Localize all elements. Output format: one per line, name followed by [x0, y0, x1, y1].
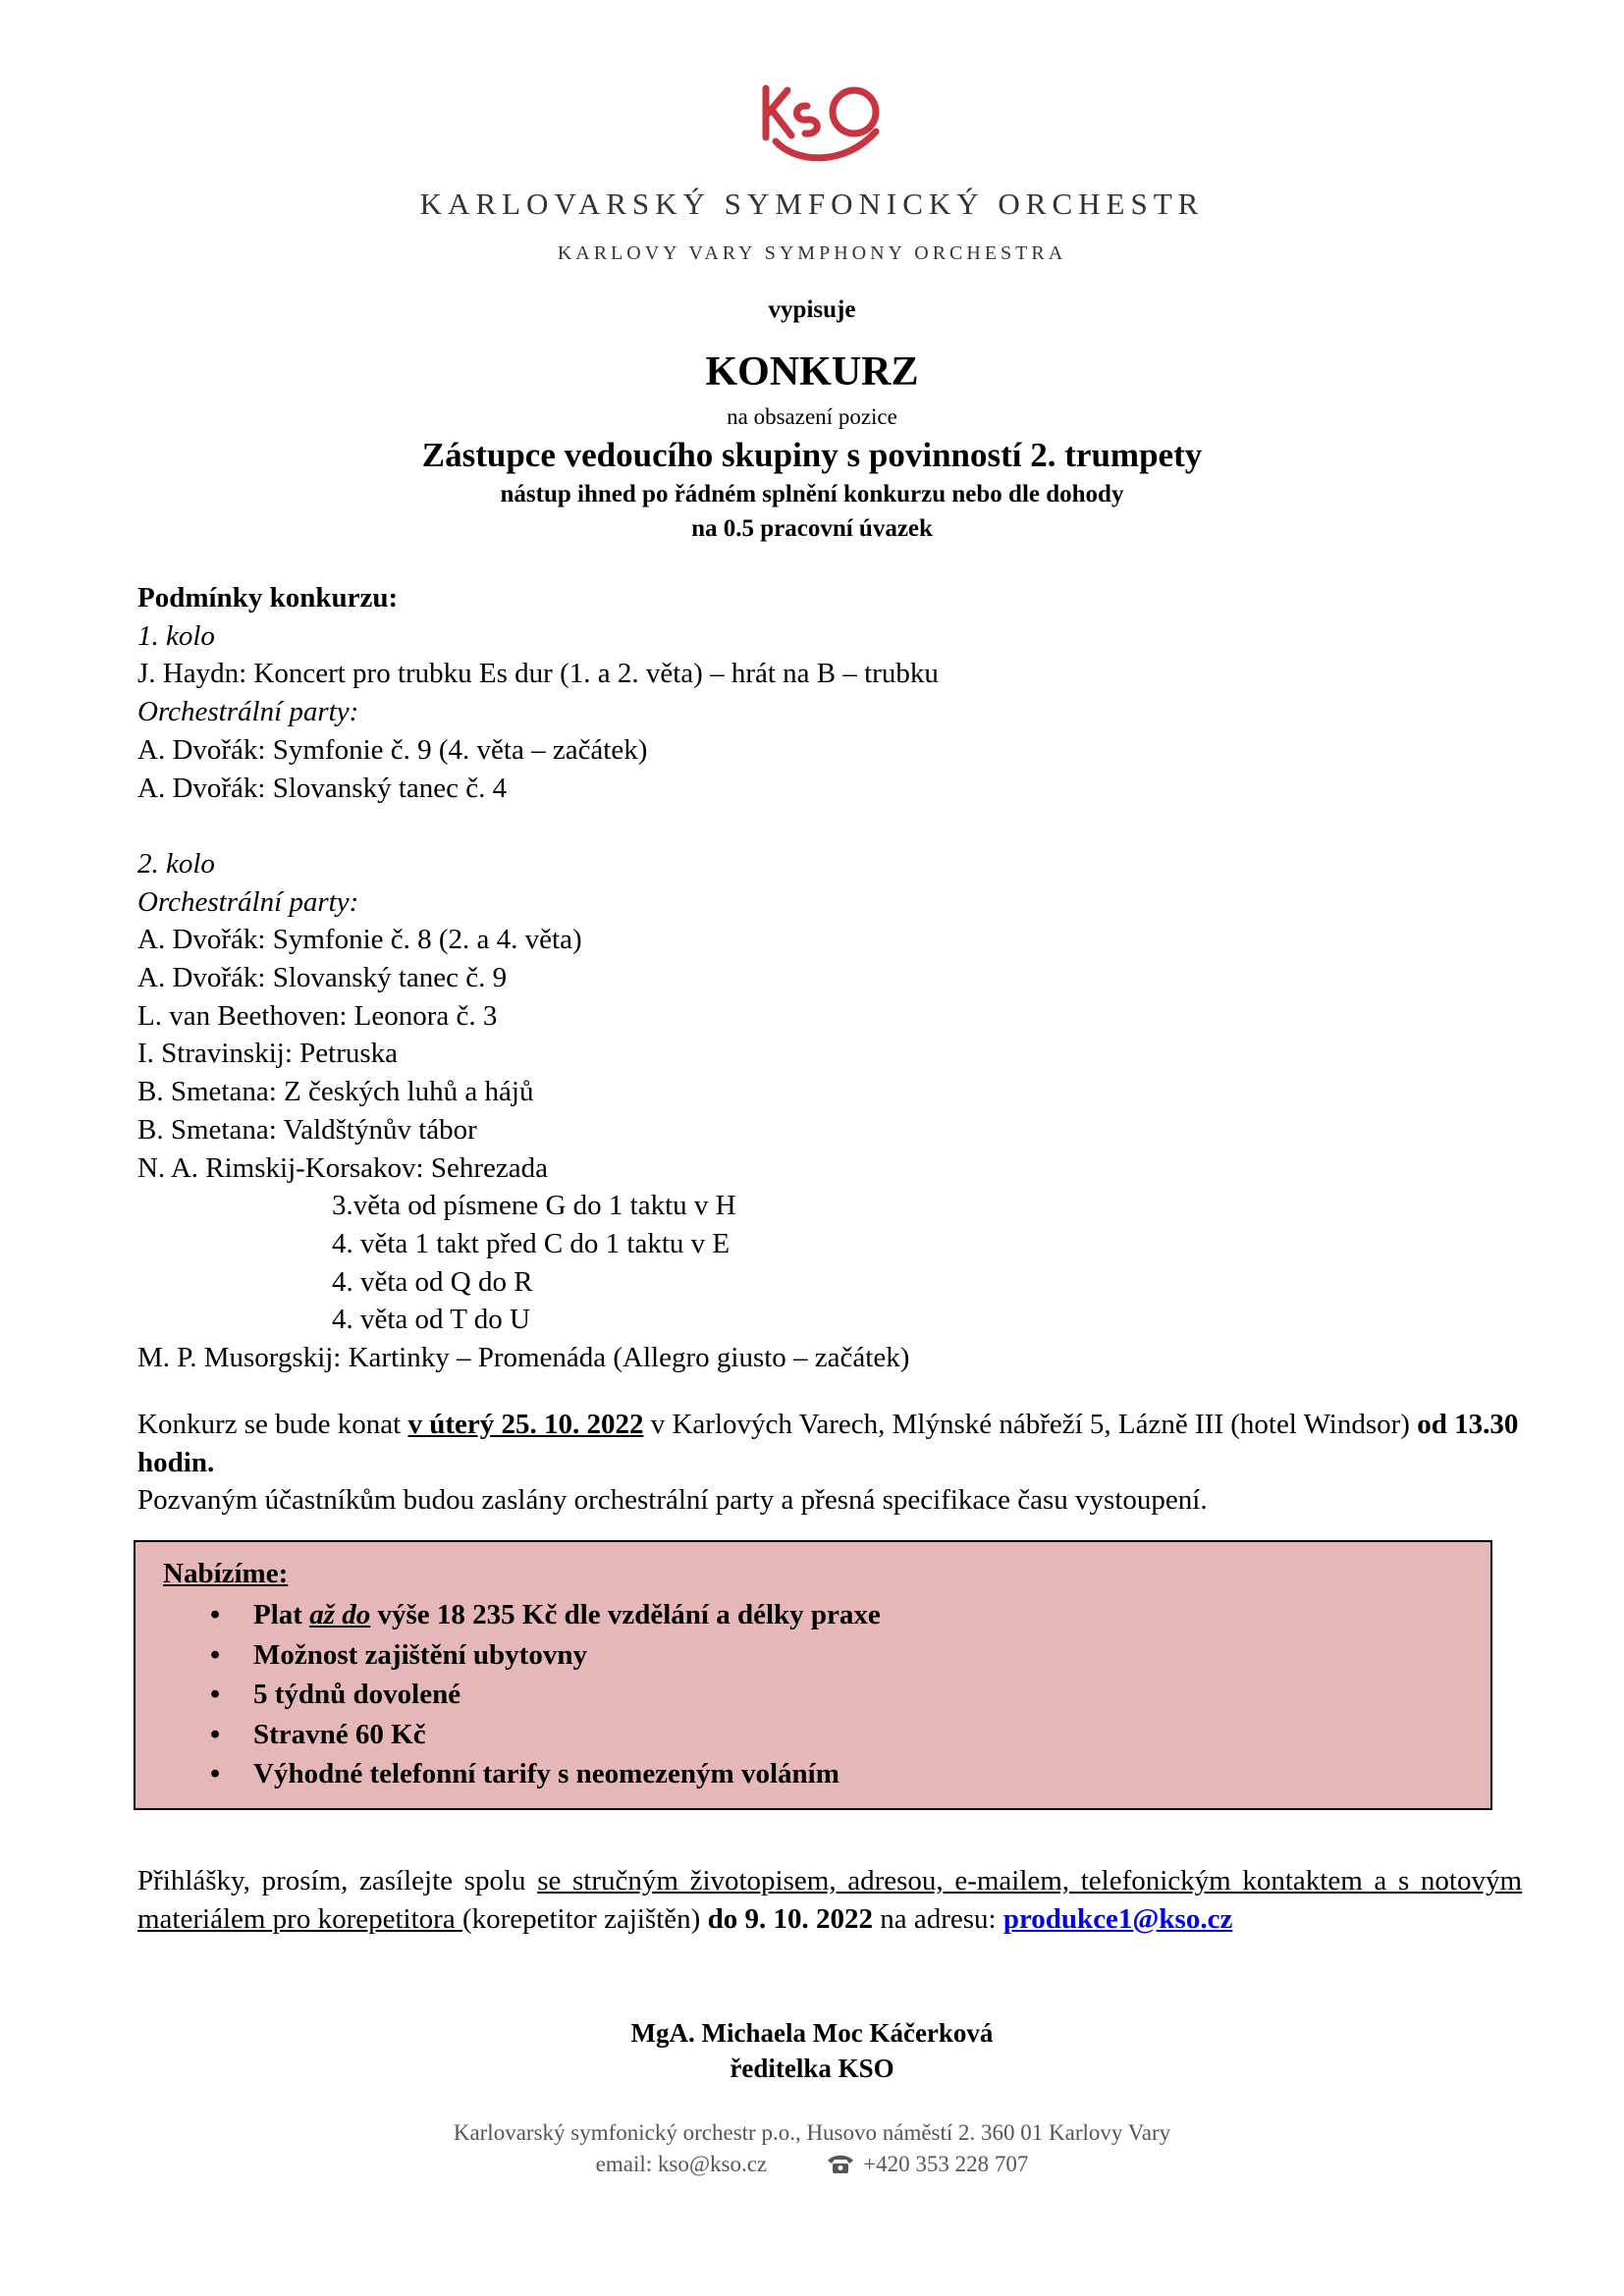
- apply-text: na adresu:: [872, 1902, 1003, 1935]
- position-title: Zástupce vedoucího skupiny s povinností 2. trumpety: [421, 436, 1203, 474]
- kso-logo: [756, 77, 893, 165]
- bullet-icon: •: [210, 1638, 221, 1671]
- footer-address: Karlovarský symfonický orchestr p.o., Husovo náměstí 2. 360 01 Karlovy Vary: [453, 2120, 1171, 2145]
- email-link[interactable]: produkce1@kso.cz: [1002, 1902, 1233, 1935]
- apply-requirements: se stručným životopisem, adresou, e-mailem, telefonickým kontaktem a s notovým materiálem pro korepetitora: [137, 1865, 1523, 1935]
- list-item: B. Smetana: Valdštýnův tábor: [137, 1113, 477, 1146]
- offer-text: Možnost zajištění ubytovny: [253, 1638, 587, 1671]
- list-item: M. P. Musorgskij: Kartinky – Promenáda (Allegro giusto – začátek): [137, 1342, 910, 1374]
- event-time: od 13.30 hodin.: [137, 1409, 1519, 1478]
- fill-position-text: na obsazení pozice: [727, 404, 897, 429]
- application-paragraph: [137, 1862, 1522, 1938]
- list-item: A. Dvořák: Symfonie č. 9 (4. věta – začátek): [137, 733, 648, 766]
- event-paragraph: [137, 1406, 1522, 1481]
- round1-parts-label: Orchestrální party:: [137, 696, 359, 728]
- event-location: v Karlových Varech, Mlýnské nábřeží 5, Lázně III (hotel Windsor): [643, 1409, 1418, 1440]
- offer-text: 5 týdnů dovolené: [253, 1679, 461, 1710]
- sub-list-item: 4. věta od Q do R: [332, 1265, 533, 1298]
- list-item: A. Dvořák: Slovanský tanec č. 9: [137, 962, 508, 994]
- footer-phone: +420 353 228 707: [863, 2152, 1029, 2176]
- list-item: A. Dvořák: Symfonie č. 8 (2. a 4. věta): [137, 924, 582, 956]
- list-item: B. Smetana: Z českých luhů a hájů: [137, 1076, 534, 1108]
- offer-item: [135, 1595, 881, 1635]
- sub-list-item: 4. věta od T do U: [332, 1304, 530, 1336]
- offer-text: Stravné 60 Kč: [253, 1718, 426, 1750]
- offer-item: [135, 1635, 881, 1676]
- event-info: [137, 1406, 1522, 1520]
- list-item: I. Stravinskij: Petruska: [137, 1038, 399, 1070]
- bullet-icon: •: [210, 1718, 221, 1750]
- event-text: Konkurz se bude konat: [137, 1409, 408, 1440]
- bullet-icon: •: [210, 1679, 221, 1710]
- bullet-icon: •: [210, 1599, 221, 1630]
- page-title: KONKURZ: [705, 349, 919, 395]
- offer-item: [135, 1675, 881, 1715]
- conditions-section: [137, 579, 939, 1377]
- announces-text: vypisuje: [768, 296, 856, 323]
- apply-text: (korepetitor zajištěn): [461, 1902, 708, 1935]
- offer-heading: Nabízíme:: [163, 1558, 289, 1589]
- offer-text: výše 18 235 Kč dle vzdělání a délky praxe: [370, 1599, 881, 1630]
- round1-label: 1. kolo: [137, 619, 215, 652]
- round2-label: 2. kolo: [137, 847, 215, 880]
- offer-emphasis: až do: [309, 1599, 371, 1630]
- round2-parts-label: Orchestrální party:: [137, 885, 359, 918]
- phone-icon: [826, 2153, 855, 2174]
- offer-list: [135, 1595, 881, 1794]
- apply-deadline: do 9. 10. 2022: [707, 1902, 873, 1935]
- signature-role: ředitelka KSO: [730, 2054, 894, 2083]
- org-name-en: KARLOVY VARY SYMPHONY ORCHESTRA: [557, 242, 1067, 264]
- sub-list-item: 3.věta od písmene G do 1 taktu v H: [332, 1190, 736, 1222]
- footer-contact: [0, 2152, 1624, 2177]
- offer-item: [135, 1715, 881, 1755]
- sub-list-item: 4. věta 1 takt před C do 1 taktu v E: [332, 1227, 731, 1259]
- offer-item: [135, 1754, 881, 1794]
- signature-name: MgA. Michaela Moc Káčerková: [630, 2018, 994, 2048]
- offer-text: Výhodné telefonní tarify s neomezeným voláním: [253, 1758, 839, 1789]
- round1-solo: J. Haydn: Koncert pro trubku Es dur (1. a 2. věta) – hrát na B – trubku: [137, 658, 939, 690]
- conditions-heading: Podmínky konkurzu:: [137, 582, 399, 614]
- offer-box: [134, 1540, 1492, 1810]
- workload-note: na 0.5 pracovní úvazek: [691, 515, 933, 542]
- footer-email: email: kso@kso.cz: [595, 2152, 768, 2176]
- bullet-icon: •: [210, 1758, 221, 1789]
- offer-text: Plat: [253, 1599, 310, 1630]
- org-name: KARLOVARSKÝ SYMFONICKÝ ORCHESTR: [419, 187, 1205, 221]
- list-item: N. A. Rimskij-Korsakov: Sehrezada: [137, 1151, 549, 1184]
- list-item: A. Dvořák: Slovanský tanec č. 4: [137, 772, 508, 804]
- start-note: nástup ihned po řádném splnění konkurzu nebo dle dohody: [500, 481, 1124, 507]
- list-item: L. van Beethoven: Leonora č. 3: [137, 999, 498, 1032]
- event-date: v úterý 25. 10. 2022: [407, 1409, 644, 1440]
- event-note: Pozvaným účastníkům budou zaslány orchestrální party a přesná specifikace času vystoupení.: [137, 1484, 1208, 1517]
- apply-text: Přihlášky, prosím, zasílejte spolu: [137, 1865, 538, 1896]
